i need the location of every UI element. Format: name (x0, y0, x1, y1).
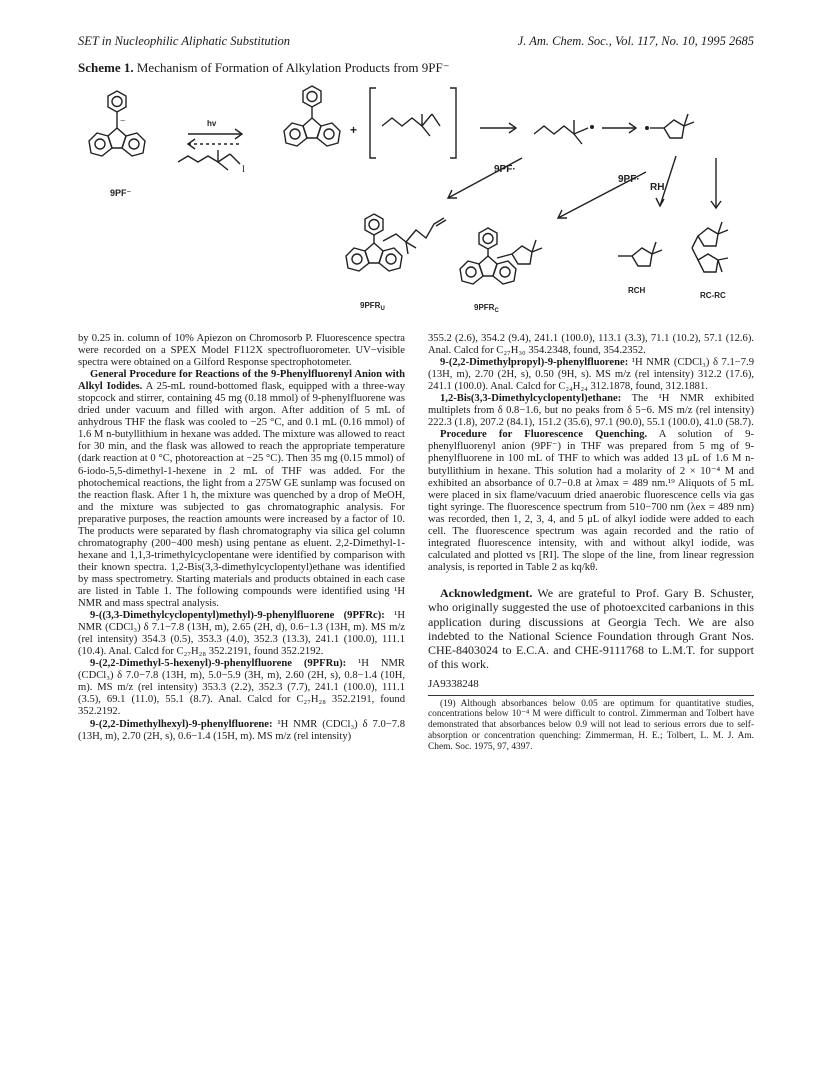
phenylfluorenyl-anion-structure (89, 91, 145, 156)
paragraph-text: We are grateful to Prof. Gary B. Schuster, who originally suggested the use of photoexcited carbanions in this application during discussions at Georgia Tech. We are also indebted to the National Science Foundation through Grant Nos. CHE-8403024 to E.C.A. and CHE-9111768 to L.M.T. for support of this work. (428, 585, 754, 672)
paragraph (78, 369, 405, 610)
reaction-arrow-2 (602, 123, 636, 133)
running-header (78, 34, 754, 50)
product-rch-structure (618, 242, 662, 266)
paragraph-heading: Acknowledgment. (440, 585, 533, 600)
paragraph-text: by 0.25 in. column of 10% Apiezon on Chromosorb P. Fluorescence spectra were recorded on a SPEX Model F112X spectrofluorometer. UV−visible spectra were obtained on a Gilford Response spectrophotometer. (78, 333, 405, 369)
paragraph-heading: 9-(2,2-Dimethyl-5-hexenyl)-9-phenylfluorene (9PFRu): (90, 658, 347, 670)
label-rch: RCH (628, 286, 646, 295)
paragraph-heading: 9-((3,3-Dimethylcyclopentyl)methyl)-9-phenylfluorene (9PFRc): (90, 610, 385, 622)
alkyl-iodide-structure (178, 150, 245, 174)
paragraph (78, 719, 405, 743)
primary-alkyl-radical (534, 120, 593, 144)
paragraph-text: JA9338248 (428, 677, 479, 690)
label-rh: RH (650, 182, 665, 193)
paragraph-text: 355.2 (2.6), 354.2 (9.4), 241.1 (100.0), 113.1 (3.3), 71.1 (10.2), 57.1 (12.6). Anal. Calcd for C₂₇H₃₀ 354.2348, found, 354.2352. (428, 333, 754, 357)
footnote-rule (428, 695, 754, 696)
right-text-column (428, 333, 754, 752)
label-pf-radical-2: 9PF· (618, 174, 640, 185)
left-text-column (78, 333, 405, 743)
label-rcrc: RC-RC (700, 291, 726, 300)
footnote (428, 699, 754, 753)
cyclized-radical (646, 114, 694, 138)
paragraph-text: (19) Although absorbances below 0.05 are optimum for quantitative studies, concentrations below 10⁻⁴ M were difficult to control. Zimmerman and Tolbert have demonstrated that absorbances below 0.9 will not lead to serious errors due to self-absorption or concentration quenching: Zimmerman, H. E.; Tolbert, L. M. J. Am. Chem. Soc. 1975, 97, 4397. (428, 698, 754, 752)
svg-text:I: I (242, 164, 245, 174)
manuscript-id (428, 678, 754, 690)
label-anion: 9PF⁻ (110, 188, 132, 198)
acknowledgment-paragraph (428, 586, 754, 672)
label-hv: hv (207, 119, 217, 128)
phenylfluorenyl-radical-structure (284, 86, 340, 146)
paragraph-heading: Procedure for Fluorescence Quenching. (440, 429, 648, 441)
paragraph-text: ¹H NMR (CDCl₃) δ 7.1−7.8 (13H, m), 2.65 (2H, d), 0.6−1.3 (13H, m). MS m/z (rel intensity) 354.3 (0.5), 353.3 (4.0), 352.3 (13.3), 241.1 (100.0), 111.1 (10.4). Anal. Calcd for C₂₇H₂₈ 352.2191, found 352.2192. (78, 610, 405, 658)
svg-text:−: − (120, 116, 126, 127)
paragraph-heading: General Procedure for Reactions of the 9-Phenylfluorenyl Anion with Alkyl Iodides. (78, 369, 405, 393)
reaction-scheme (70, 78, 750, 318)
paragraph (78, 610, 405, 658)
paragraph (78, 333, 405, 369)
reaction-arrow-1 (480, 123, 516, 133)
paragraph (428, 393, 754, 429)
label-product-u: $9PFR_U$ (360, 301, 385, 312)
dimerization-arrow (711, 158, 721, 208)
header-article-title: SET in Nucleophilic Aliphatic Substitution (78, 34, 291, 48)
paragraph-text: ¹H NMR (CDCl₃) δ 7.1−7.9 (13H, m), 2.70 (2H, s), 0.50 (9H, s). MS m/z (rel intensity) 312.2 (17.6), 241.1 (100.0). Anal. Calcd for C₂₄H₂₄ 312.1878, found, 312.1881. (428, 357, 754, 393)
paragraph-text: The ¹H NMR exhibited multiplets from δ 0.8−1.6, but no peaks from δ 5−6. MS m/z (rel intensity) 222.3 (1.8), 207.2 (84.1), 151.2 (35.6), 97.1 (90.0), 55.1 (100.0), 41.0 (58.7). (428, 393, 754, 429)
product-9pfrc-structure (460, 228, 542, 284)
paragraph-heading: 9-(2,2-Dimethylpropyl)-9-phenylfluorene: (440, 357, 629, 369)
header-journal-citation: J. Am. Chem. Soc., Vol. 117, No. 10, 1995 2685 (517, 34, 754, 48)
hydrogen-abstraction-arrow (656, 156, 676, 206)
paragraph (428, 357, 754, 393)
label-product-c: $9PFR_C$ (474, 303, 499, 314)
paragraph-text: A solution of 9-phenylfluorenyl anion (9PF⁻) in THF was prepared from 5 mg of 9-phenylfluorene in 100 mL of THF to which was added 13 μL of 1.6 M n-butyllithium in hexane. This solution had a molarity of 2 × 10⁻⁴ M and exhibited an absorbance of 0.7−0.8 at λmax = 489 nm.¹⁹ Aliquots of 5 mL were placed in six flame/vacuum dried anaerobic fluorescence cells via gas tight syringe. The fluorescence spectrum from 510−700 nm (λex = 489 nm) was recorded, then 1, 2, 3, 4, and 5 μL of alkyl iodide were added to each cell. The fluorescence spectrum was again recorded and the ratio of integrated fluorescence intensity, with and without alkyl iodide, was calculated and plotted vs [RI]. The slope of the line, from linear regression analysis, is reported in Table 2 as kq/kθ. (428, 429, 754, 573)
paragraph (428, 333, 754, 357)
paragraph-heading: 9-(2,2-Dimethylhexyl)-9-phenylfluorene: (90, 718, 273, 730)
paragraph (78, 658, 405, 718)
scheme-title-number: Scheme 1. (78, 60, 134, 75)
scheme-title (78, 60, 450, 76)
paragraph-heading: 1,2-Bis(3,3-Dimethylcyclopentyl)ethane: (440, 393, 622, 405)
scheme-title-text: Mechanism of Formation of Alkylation Products from 9PF⁻ (136, 60, 450, 75)
paragraph-text: ¹H NMR (CDCl₃) δ 7.0−7.8 (13H, m), 2.70 (2H, s), 0.6−1.4 (15H, m). MS m/z (rel intensity) (78, 718, 405, 742)
photoexcitation-arrows (188, 129, 242, 149)
paragraph (428, 429, 754, 574)
label-plus: + (350, 123, 358, 137)
paragraph-text: A 25-mL round-bottomed flask, equipped with a three-way stopcock and stirrer, containing 45 mg (0.18 mmol) of 9-phenylfluorene was dried under vacuum and filled with argon. After addition of 5 mL of anhydrous THF the flask was cooled to −25 °C, and 0.1 mL (0.16 mmol) of 1.6 M n-butyllithium in hexane was added. The mixture was allowed to react for 30 min, and the flask was allowed to reach the appropriate temperature (dark reaction at 0 °C, photoreaction at −25 °C). Then 35 mg (0.15 mmol) of 6-iodo-5,5-dimethyl-1-hexene in 2 mL of THF was added. For the photochemical reactions, the light from a 275W GE sunlamp was focused on the reaction flask. After 1 h, the mixture was quenched by a drop of MeOH, and the mixture was subjected to gas chromatographic analysis. For preparative purposes, the reaction amounts were increased by a factor of 10. The products were separated by flash chromatography via silica gel column chromatography (200−400 mesh) using pentane as eluent. 2,2-Dimethyl-1-hexane and 1,1,3-trimethylcyclopentane were identified by comparison with their known spectra. 1,2-Bis(3,3-dimethylcyclopentyl)ethane was identified by mass spectrometry. Starting materials and products obtained in each case are listed in Table 1. The following compounds were identified using ¹H NMR and mass spectral analysis. (78, 381, 405, 610)
alkyl-iodide-radical-anion (370, 88, 456, 158)
product-9pfru-structure (346, 214, 446, 271)
paragraph-text: ¹H NMR (CDCl₃) δ 7.0−7.8 (13H, m), 5.0−5.9 (3H, m), 2.60 (2H, s), 0.8−1.4 (10H, m). MS m/z (rel intensity) 353.3 (2.2), 352.3 (7.7), 241.1 (100.0), 111.1 (3.5), 69.1 (11.0), 55.1 (8.7). Anal. Calcd for C₂₇H₂₈ 352.2191, found 352.2192. (78, 658, 405, 718)
product-rcrc-structure (692, 222, 728, 272)
label-pf-radical-1: 9PF· (494, 164, 516, 175)
